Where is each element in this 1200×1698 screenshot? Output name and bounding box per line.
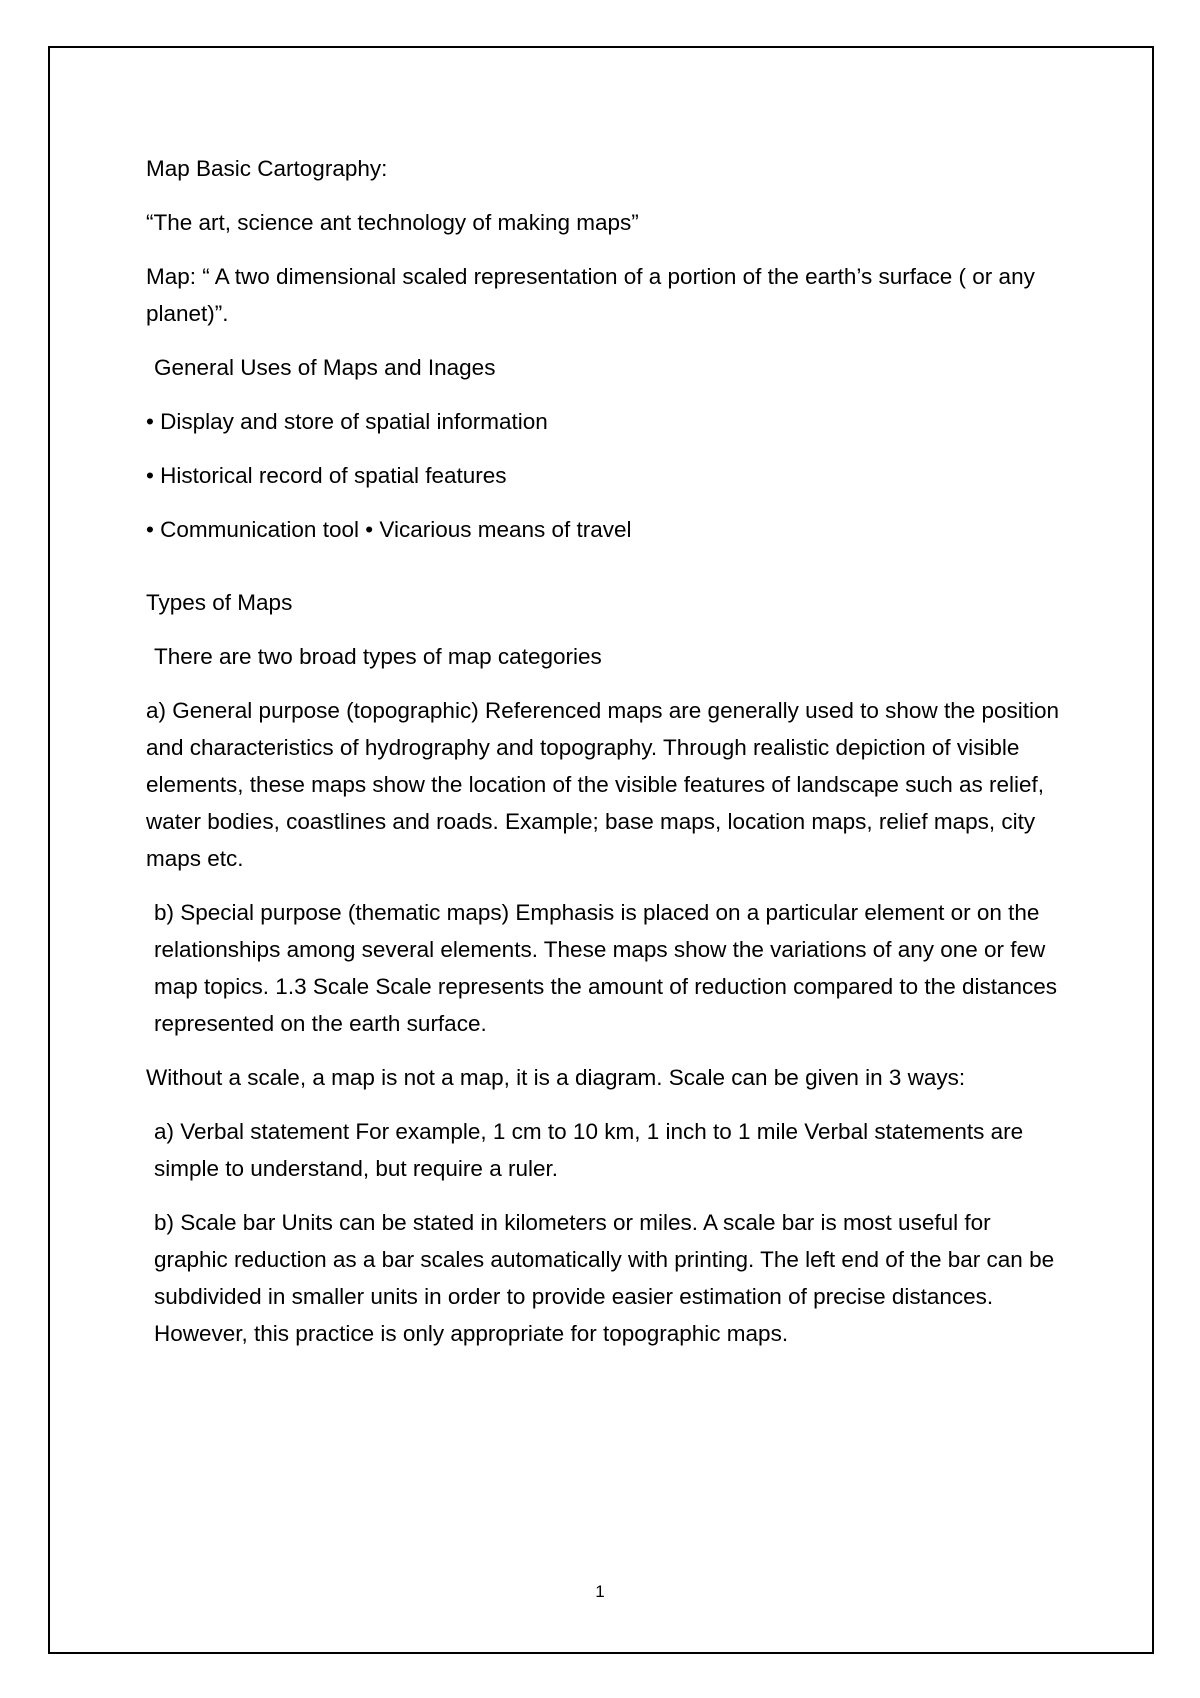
- special-purpose-paragraph: b) Special purpose (thematic maps) Emphasis is placed on a particular element or on the relationships among several elements. These maps show the variations of any one or few map topics. 1.3 Scale Scale represents the amount of reduction compared to the distances represented on the earth surface.: [154, 900, 1058, 1036]
- uses-item: • Display and store of spatial information: [146, 409, 548, 434]
- scale-intro-paragraph: Without a scale, a map is not a map, it is a diagram. Scale can be given in 3 ways:: [146, 1065, 966, 1090]
- general-purpose-paragraph: a) General purpose (topographic) Referenced maps are generally used to show the position and characteristics of hydrography and topography. Through realistic depiction of visible elements, these maps show the location of the visible features of landscape such as relief, water bodies, coastlines and roads. Example; base maps, location maps, relief maps, city maps etc.: [146, 698, 1060, 871]
- cartography-definition: “The art, science ant technology of making maps”: [146, 210, 639, 235]
- verbal-statement-paragraph: a) Verbal statement For example, 1 cm to 10 km, 1 inch to 1 mile Verbal statements are simple to understand, but require a ruler.: [154, 1119, 1024, 1181]
- uses-item: • Communication tool • Vicarious means of travel: [146, 517, 632, 542]
- types-intro: There are two broad types of map categories: [154, 644, 602, 669]
- document-title: Map Basic Cartography:: [146, 156, 388, 181]
- types-heading: Types of Maps: [146, 590, 293, 615]
- page-number: 1: [595, 1582, 605, 1601]
- scale-bar-paragraph: b) Scale bar Units can be stated in kilometers or miles. A scale bar is most useful for graphic reduction as a bar scales automatically with printing. The left end of the bar can be subdivided in smaller units in order to provide easier estimation of precise distances. However, this practice is only appropriate for topographic maps.: [154, 1210, 1055, 1346]
- map-definition: Map: “ A two dimensional scaled representation of a portion of the earth’s surface ( or any planet)”.: [146, 264, 1035, 326]
- uses-item: • Historical record of spatial features: [146, 463, 507, 488]
- uses-heading: General Uses of Maps and Inages: [154, 355, 496, 380]
- document-body: [146, 150, 1066, 1369]
